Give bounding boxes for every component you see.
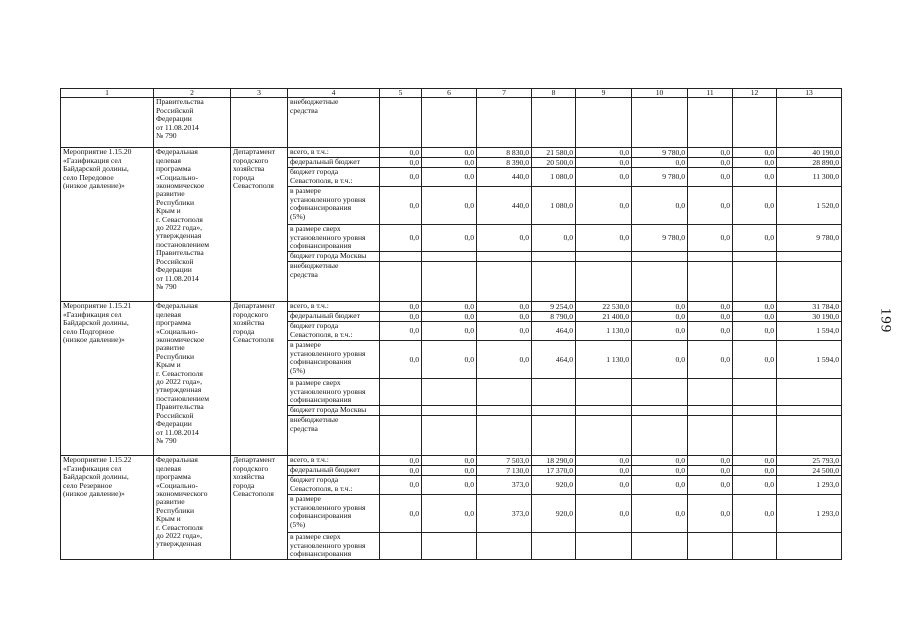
value-cell: 0,0 <box>733 476 777 495</box>
value-cell: 0,0 <box>477 312 532 322</box>
column-number: 4 <box>288 89 380 98</box>
value-cell: 0,0 <box>688 322 733 341</box>
value-cell: 920,0 <box>532 476 576 495</box>
value-cell: 0,0 <box>688 476 733 495</box>
value-cell <box>688 379 733 406</box>
funding-source-cell: бюджет города Севастополя, в т.ч.: <box>288 476 380 495</box>
value-cell: 0,0 <box>422 158 477 168</box>
value-cell <box>777 406 842 416</box>
value-cell <box>422 533 477 560</box>
table-row <box>61 98 842 148</box>
value-cell: 0,0 <box>576 476 632 495</box>
value-cell: 0,0 <box>632 456 688 466</box>
value-cell: 9 254,0 <box>532 302 576 312</box>
column-number: 6 <box>422 89 477 98</box>
value-cell: 0,0 <box>380 168 422 187</box>
value-cell: 17 370,0 <box>532 466 576 476</box>
column-number: 10 <box>632 89 688 98</box>
value-cell <box>380 416 422 456</box>
value-cell: 24 500,0 <box>777 466 842 476</box>
funding-source-cell: в размере установленного уровня софинансирования (5%) <box>288 495 380 533</box>
value-cell <box>380 533 422 560</box>
value-cell <box>576 252 632 262</box>
value-cell: 440,0 <box>477 187 532 225</box>
value-cell: 373,0 <box>477 495 532 533</box>
table-row <box>61 302 842 312</box>
funding-source-cell: в размере установленного уровня софинансирования (5%) <box>288 187 380 225</box>
value-cell: 0,0 <box>576 168 632 187</box>
value-cell: 0,0 <box>688 187 733 225</box>
value-cell: 9 780,0 <box>632 168 688 187</box>
value-cell <box>576 262 632 302</box>
column-number: 1 <box>61 89 154 98</box>
column-number: 5 <box>380 89 422 98</box>
value-cell <box>777 379 842 406</box>
value-cell <box>477 533 532 560</box>
value-cell <box>532 98 576 148</box>
value-cell <box>532 262 576 302</box>
value-cell: 31 784,0 <box>777 302 842 312</box>
value-cell <box>632 262 688 302</box>
value-cell <box>688 262 733 302</box>
funding-source-cell: внебюджетные средства <box>288 98 380 148</box>
value-cell: 0,0 <box>477 322 532 341</box>
value-cell: 0,0 <box>380 158 422 168</box>
funding-source-cell: федеральный бюджет <box>288 158 380 168</box>
value-cell <box>477 379 532 406</box>
value-cell: 0,0 <box>380 341 422 379</box>
value-cell <box>422 98 477 148</box>
value-cell: 25 793,0 <box>777 456 842 466</box>
value-cell: 0,0 <box>733 341 777 379</box>
value-cell: 0,0 <box>688 341 733 379</box>
value-cell <box>688 406 733 416</box>
value-cell: 0,0 <box>576 495 632 533</box>
value-cell: 0,0 <box>576 148 632 158</box>
value-cell: 0,0 <box>422 225 477 252</box>
value-cell: 0,0 <box>380 322 422 341</box>
value-cell: 0,0 <box>477 341 532 379</box>
value-cell: 0,0 <box>733 312 777 322</box>
value-cell: 0,0 <box>688 466 733 476</box>
value-cell: 1 293,0 <box>777 495 842 533</box>
value-cell: 0,0 <box>422 476 477 495</box>
value-cell: 0,0 <box>422 341 477 379</box>
column-number: 13 <box>777 89 842 98</box>
value-cell <box>733 379 777 406</box>
value-cell: 464,0 <box>532 341 576 379</box>
value-cell <box>733 406 777 416</box>
value-cell: 0,0 <box>733 456 777 466</box>
value-cell: 20 500,0 <box>532 158 576 168</box>
funding-source-cell: в размере сверх установленного уровня софинансирования <box>288 225 380 252</box>
value-cell <box>532 406 576 416</box>
measure-cell <box>61 98 154 148</box>
measure-cell: Мероприятие 1.15.22 «Газификация сел Байдарской долины, село Резервное (низкое давление)» <box>61 456 154 560</box>
executor-cell: Департамент городского хозяйства города Севастополя <box>231 148 288 302</box>
funding-source-cell: внебюджетные средства <box>288 262 380 302</box>
value-cell: 0,0 <box>632 187 688 225</box>
value-cell <box>422 379 477 406</box>
value-cell: 0,0 <box>733 148 777 158</box>
value-cell: 0,0 <box>632 466 688 476</box>
value-cell <box>532 252 576 262</box>
value-cell <box>576 533 632 560</box>
value-cell: 0,0 <box>422 312 477 322</box>
value-cell <box>477 262 532 302</box>
value-cell: 0,0 <box>733 322 777 341</box>
value-cell: 0,0 <box>688 168 733 187</box>
column-number-row <box>61 89 842 98</box>
executor-cell <box>231 98 288 148</box>
value-cell <box>733 98 777 148</box>
value-cell: 373,0 <box>477 476 532 495</box>
value-cell <box>688 533 733 560</box>
value-cell: 0,0 <box>380 312 422 322</box>
value-cell <box>380 379 422 406</box>
value-cell: 464,0 <box>532 322 576 341</box>
value-cell: 9 780,0 <box>632 148 688 158</box>
value-cell <box>576 416 632 456</box>
value-cell: 1 080,0 <box>532 187 576 225</box>
value-cell <box>777 98 842 148</box>
value-cell <box>632 416 688 456</box>
funding-source-cell: всего, в т.ч.: <box>288 456 380 466</box>
value-cell: 0,0 <box>422 148 477 158</box>
value-cell: 0,0 <box>733 495 777 533</box>
value-cell <box>632 98 688 148</box>
value-cell: 28 890,0 <box>777 158 842 168</box>
value-cell: 8 390,0 <box>477 158 532 168</box>
value-cell: 0,0 <box>422 168 477 187</box>
column-number: 9 <box>576 89 632 98</box>
value-cell: 18 290,0 <box>532 456 576 466</box>
budget-table <box>60 88 842 560</box>
value-cell: 0,0 <box>632 322 688 341</box>
value-cell: 0,0 <box>380 148 422 158</box>
value-cell: 0,0 <box>733 225 777 252</box>
value-cell: 1 080,0 <box>532 168 576 187</box>
value-cell: 0,0 <box>576 225 632 252</box>
value-cell: 1 594,0 <box>777 341 842 379</box>
value-cell: 40 190,0 <box>777 148 842 158</box>
value-cell: 22 530,0 <box>576 302 632 312</box>
value-cell: 0,0 <box>733 187 777 225</box>
value-cell: 0,0 <box>576 466 632 476</box>
value-cell: 0,0 <box>380 187 422 225</box>
value-cell: 440,0 <box>477 168 532 187</box>
value-cell <box>688 252 733 262</box>
value-cell: 1 130,0 <box>576 322 632 341</box>
value-cell: 0,0 <box>477 225 532 252</box>
value-cell <box>733 533 777 560</box>
value-cell <box>576 379 632 406</box>
funding-source-cell: в размере сверх установленного уровня софинансирования <box>288 533 380 560</box>
funding-source-cell: бюджет города Москвы <box>288 406 380 416</box>
value-cell: 8 790,0 <box>532 312 576 322</box>
funding-source-cell: бюджет города Севастополя, в т.ч.: <box>288 168 380 187</box>
value-cell <box>422 416 477 456</box>
funding-source-cell: федеральный бюджет <box>288 466 380 476</box>
value-cell: 1 293,0 <box>777 476 842 495</box>
funding-source-cell: в размере сверх установленного уровня софинансирования <box>288 379 380 406</box>
value-cell: 0,0 <box>688 225 733 252</box>
value-cell: 0,0 <box>576 158 632 168</box>
funding-source-cell: внебюджетные средства <box>288 416 380 456</box>
value-cell <box>477 252 532 262</box>
measure-cell: Мероприятие 1.15.20 «Газификация сел Байдарской долины, село Передовое (низкое давление)» <box>61 148 154 302</box>
value-cell: 0,0 <box>733 466 777 476</box>
value-cell: 0,0 <box>688 302 733 312</box>
value-cell: 0,0 <box>380 495 422 533</box>
value-cell: 0,0 <box>477 302 532 312</box>
value-cell <box>632 406 688 416</box>
funding-source-cell: всего, в т.ч.: <box>288 148 380 158</box>
budget-table-page <box>60 88 842 560</box>
value-cell: 0,0 <box>688 148 733 158</box>
program-cell: Федеральная целевая программа «Социально- экономического развитие Республики Крым и г. Севастополя до 2022 года», утвержденная <box>154 456 231 560</box>
value-cell <box>380 406 422 416</box>
value-cell: 0,0 <box>688 312 733 322</box>
value-cell: 0,0 <box>688 495 733 533</box>
program-cell: Федеральная целевая программа «Социально- экономическое развитие Республики Крым и г. Севастополя до 2022 года», утвержденная постановлением Правительства Российской Федерации от 11.08.2014 № 790 <box>154 148 231 302</box>
value-cell <box>777 533 842 560</box>
executor-cell: Департамент городского хозяйства города Севастополя <box>231 456 288 560</box>
value-cell: 0,0 <box>380 456 422 466</box>
value-cell: 0,0 <box>422 456 477 466</box>
value-cell: 0,0 <box>380 476 422 495</box>
value-cell: 8 830,0 <box>477 148 532 158</box>
value-cell: 0,0 <box>532 225 576 252</box>
value-cell: 0,0 <box>733 158 777 168</box>
measure-cell: Мероприятие 1.15.21 «Газификация сел Байдарской долины, село Подгорное (низкое давление)» <box>61 302 154 456</box>
funding-source-cell: федеральный бюджет <box>288 312 380 322</box>
value-cell: 0,0 <box>733 168 777 187</box>
value-cell: 0,0 <box>733 302 777 312</box>
value-cell <box>422 406 477 416</box>
value-cell: 11 300,0 <box>777 168 842 187</box>
value-cell: 0,0 <box>632 312 688 322</box>
value-cell: 0,0 <box>688 456 733 466</box>
program-cell: Федеральная целевая программа «Социально- экономическое развитие Республики Крым и г. Севастополя до 2022 года», утвержденная постановлением Правительства Российской Федерации от 11.08.2014 № 790 <box>154 302 231 456</box>
value-cell <box>532 533 576 560</box>
value-cell <box>733 252 777 262</box>
value-cell: 0,0 <box>632 302 688 312</box>
table-row <box>61 456 842 466</box>
value-cell: 21 400,0 <box>576 312 632 322</box>
value-cell: 1 594,0 <box>777 322 842 341</box>
value-cell <box>532 379 576 406</box>
value-cell <box>632 379 688 406</box>
value-cell: 0,0 <box>422 322 477 341</box>
value-cell: 0,0 <box>380 225 422 252</box>
column-number: 7 <box>477 89 532 98</box>
value-cell: 9 780,0 <box>632 225 688 252</box>
value-cell: 1 520,0 <box>777 187 842 225</box>
value-cell <box>777 262 842 302</box>
funding-source-cell: бюджет города Москвы <box>288 252 380 262</box>
value-cell: 0,0 <box>422 495 477 533</box>
value-cell: 9 780,0 <box>777 225 842 252</box>
value-cell <box>380 262 422 302</box>
value-cell <box>380 98 422 148</box>
value-cell <box>477 98 532 148</box>
value-cell: 0,0 <box>632 158 688 168</box>
value-cell: 7 130,0 <box>477 466 532 476</box>
value-cell: 0,0 <box>632 341 688 379</box>
value-cell <box>532 416 576 456</box>
value-cell: 0,0 <box>422 466 477 476</box>
value-cell <box>632 533 688 560</box>
funding-source-cell: бюджет города Севастополя, в т.ч.: <box>288 322 380 341</box>
program-cell: Правительства Российской Федерации от 11.08.2014 № 790 <box>154 98 231 148</box>
value-cell <box>733 416 777 456</box>
value-cell <box>632 252 688 262</box>
value-cell: 0,0 <box>422 187 477 225</box>
value-cell <box>422 262 477 302</box>
column-number: 11 <box>688 89 733 98</box>
value-cell <box>477 416 532 456</box>
value-cell: 920,0 <box>532 495 576 533</box>
value-cell: 0,0 <box>688 158 733 168</box>
funding-source-cell: всего, в т.ч.: <box>288 302 380 312</box>
value-cell: 0,0 <box>380 302 422 312</box>
value-cell: 7 503,0 <box>477 456 532 466</box>
value-cell: 21 580,0 <box>532 148 576 158</box>
value-cell: 0,0 <box>632 476 688 495</box>
value-cell <box>576 406 632 416</box>
table-row <box>61 148 842 158</box>
value-cell <box>688 416 733 456</box>
column-number: 2 <box>154 89 231 98</box>
value-cell <box>777 416 842 456</box>
value-cell <box>422 252 477 262</box>
column-number: 8 <box>532 89 576 98</box>
value-cell: 30 190,0 <box>777 312 842 322</box>
column-number: 12 <box>733 89 777 98</box>
executor-cell: Департамент городского хозяйства города Севастополя <box>231 302 288 456</box>
value-cell: 0,0 <box>576 187 632 225</box>
value-cell <box>576 98 632 148</box>
funding-source-cell: в размере установленного уровня софинансирования (5%) <box>288 341 380 379</box>
value-cell <box>777 252 842 262</box>
value-cell <box>477 406 532 416</box>
column-number: 3 <box>231 89 288 98</box>
value-cell: 0,0 <box>422 302 477 312</box>
value-cell <box>380 252 422 262</box>
value-cell <box>733 262 777 302</box>
value-cell: 0,0 <box>632 495 688 533</box>
value-cell: 0,0 <box>576 456 632 466</box>
value-cell: 1 130,0 <box>576 341 632 379</box>
value-cell <box>688 98 733 148</box>
page-number: 199 <box>877 307 894 334</box>
value-cell: 0,0 <box>380 466 422 476</box>
